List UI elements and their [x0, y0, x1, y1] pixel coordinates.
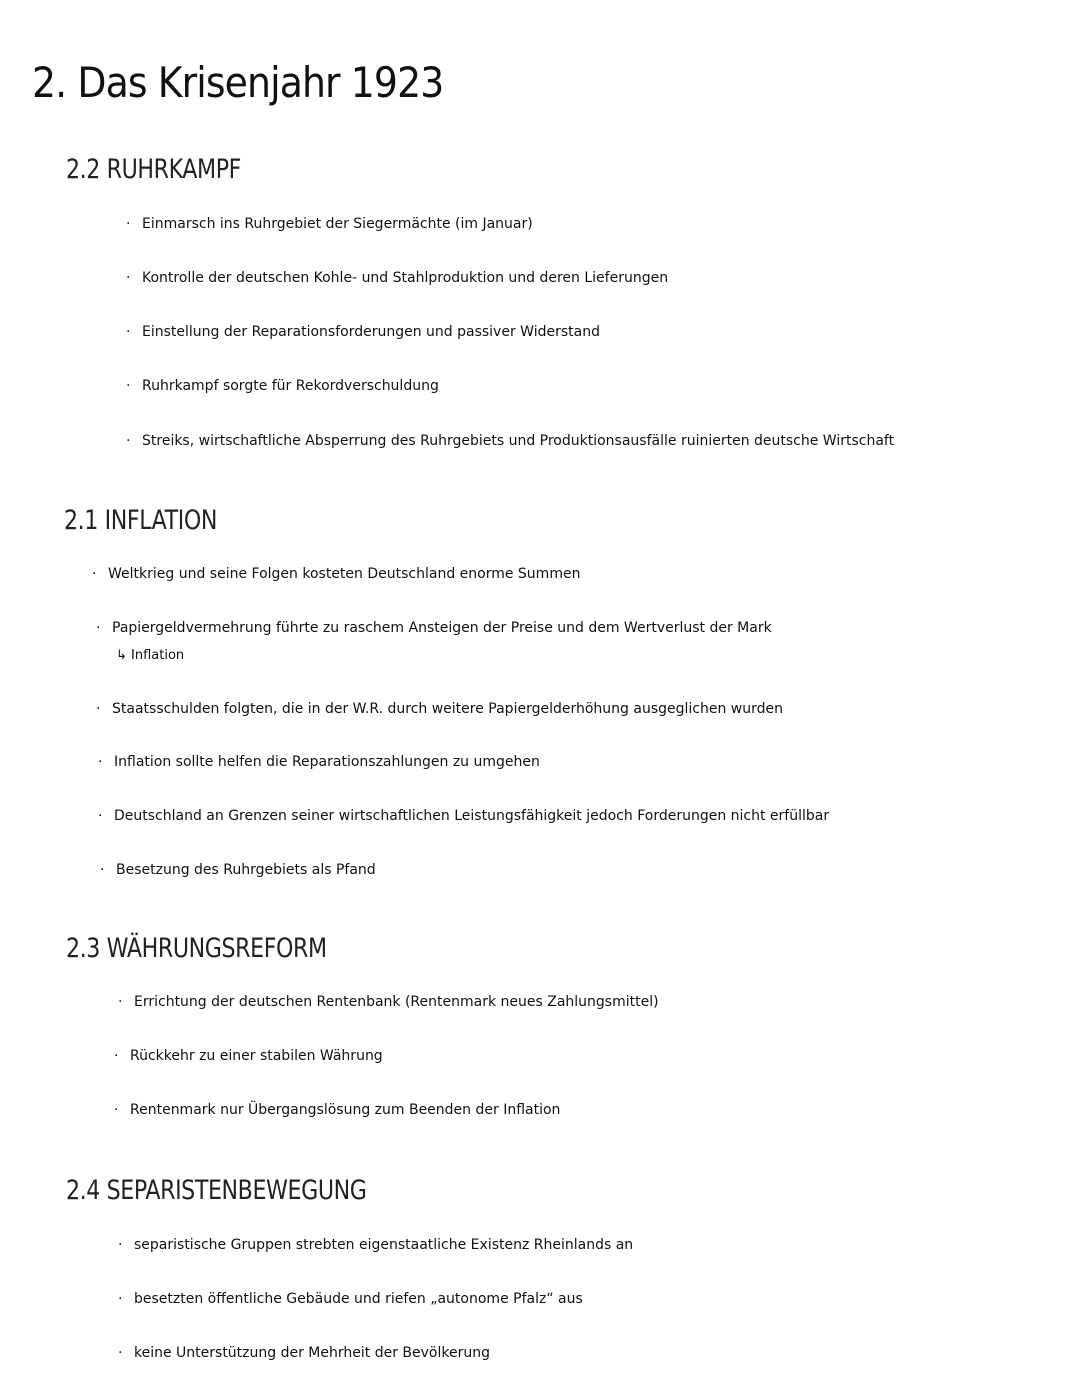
item-text: Weltkrieg und seine Folgen kosteten Deutschland enorme Summen	[108, 566, 581, 582]
bullet-icon: ·	[98, 754, 103, 770]
item-text: Errichtung der deutschen Rentenbank (Rentenmark neues Zahlungsmittel)	[134, 994, 659, 1010]
list-item	[126, 433, 894, 449]
list-item	[126, 324, 600, 340]
list-item	[118, 994, 659, 1010]
page-title: 2. Das Krisenjahr 1923	[32, 58, 444, 107]
list-item	[100, 862, 376, 878]
list-item	[114, 1102, 560, 1118]
item-text: Streiks, wirtschaftliche Absperrung des Ruhrgebiets und Produktionsausfälle ruinierten deutsche Wirtschaft	[142, 433, 895, 449]
bullet-icon: ·	[126, 270, 131, 286]
bullet-icon: ·	[118, 1291, 123, 1307]
item-text: Ruhrkampf sorgte für Rekordverschuldung	[142, 378, 439, 394]
item-text: separistische Gruppen strebten eigenstaatliche Existenz Rheinlands an	[134, 1237, 634, 1253]
sub-note: ↳ Inflation	[116, 648, 185, 663]
list-item	[96, 620, 772, 636]
item-text: Deutschland an Grenzen seiner wirtschaftlichen Leistungsfähigkeit jedoch Forderungen nicht erfüllbar	[114, 808, 830, 824]
bullet-icon: ·	[96, 620, 101, 636]
item-text: besetzten öffentliche Gebäude und riefen „autonome Pfalz“ aus	[134, 1291, 583, 1307]
bullet-icon: ·	[114, 1048, 119, 1064]
bullet-icon: ·	[126, 324, 131, 340]
bullet-icon: ·	[118, 1237, 123, 1253]
item-text: Inflation sollte helfen die Reparationszahlungen zu umgehen	[114, 754, 540, 770]
bullet-icon: ·	[126, 216, 131, 232]
item-text: Kontrolle der deutschen Kohle- und Stahlproduktion und deren Lieferungen	[142, 270, 669, 286]
section-heading-waehrungsreform: 2.3 WÄHRUNGSREFORM	[66, 933, 327, 964]
list-item	[126, 378, 439, 394]
list-item	[92, 566, 580, 582]
bullet-icon: ·	[118, 1345, 123, 1361]
list-item	[98, 754, 540, 770]
list-item	[118, 1291, 583, 1307]
section-heading-inflation: 2.1 INFLATION	[64, 505, 218, 536]
bullet-icon: ·	[114, 1102, 119, 1118]
list-item	[126, 270, 668, 286]
section-heading-ruhrkampf: 2.2 RUHRKAMPF	[66, 154, 242, 185]
item-text: Rentenmark nur Übergangslösung zum Beenden der Inflation	[130, 1102, 561, 1118]
list-item	[118, 1345, 490, 1361]
item-text: Besetzung des Ruhrgebiets als Pfand	[116, 862, 376, 878]
bullet-icon: ·	[126, 433, 131, 449]
item-text: Einstellung der Reparationsforderungen und passiver Widerstand	[142, 324, 600, 340]
item-text: Rückkehr zu einer stabilen Währung	[130, 1048, 383, 1064]
list-item	[126, 216, 533, 232]
bullet-icon: ·	[92, 566, 97, 582]
list-item	[114, 1048, 383, 1064]
section-heading-separistenbewegung: 2.4 SEPARISTENBEWEGUNG	[66, 1175, 367, 1206]
bullet-icon: ·	[126, 378, 131, 394]
list-item	[96, 701, 783, 717]
bullet-icon: ·	[98, 808, 103, 824]
item-text: Einmarsch ins Ruhrgebiet der Siegermächte (im Januar)	[142, 216, 533, 232]
item-text: keine Unterstützung der Mehrheit der Bevölkerung	[134, 1345, 490, 1361]
bullet-icon: ·	[100, 862, 105, 878]
bullet-icon: ·	[96, 701, 101, 717]
list-item	[118, 1237, 633, 1253]
list-item	[98, 808, 829, 824]
item-text: Papiergeldvermehrung führte zu raschem Ansteigen der Preise und dem Wertverlust der Mark	[112, 620, 772, 636]
item-text: Staatsschulden folgten, die in der W.R. durch weitere Papiergelderhöhung ausgeglichen wurden	[112, 701, 783, 717]
bullet-icon: ·	[118, 994, 123, 1010]
